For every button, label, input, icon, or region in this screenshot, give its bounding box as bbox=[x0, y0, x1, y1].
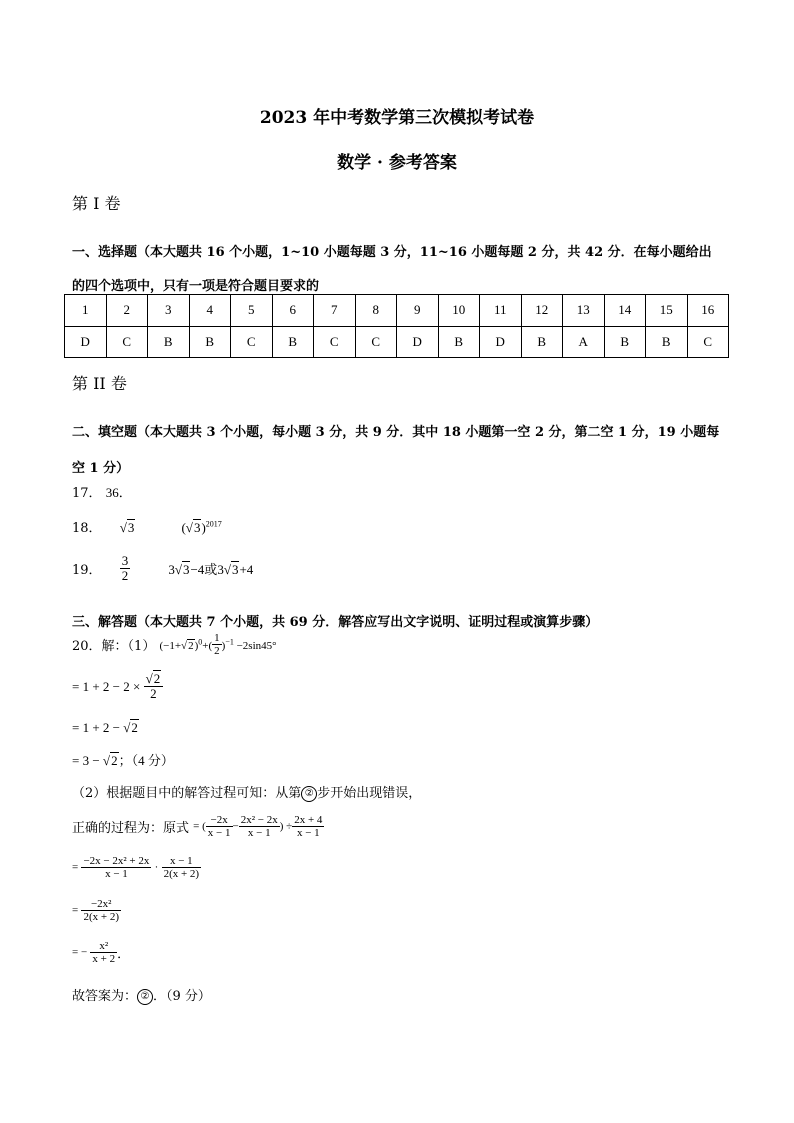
q20-step1: = 1 + 2 − 2 × $\frac{√2}{2}$ bbox=[72, 672, 163, 702]
q18-answer2: $(√3)^{2017}$ bbox=[181, 519, 222, 535]
q20-part2-intro: （2）根据题目中的解答过程可知：从第 ② 步开始出现错误， bbox=[72, 786, 422, 801]
question-number-cell: 6 bbox=[272, 295, 314, 327]
section2-heading-line1: 二、填空题（本大题共 3 个小题，每小题 3 分，共 9 分．其中 18 小题第一空 2 分，第二空 1 分，19 小题每 bbox=[72, 425, 720, 440]
q20-step3: = 3 − √2；（4 分） bbox=[72, 753, 174, 768]
answer-cell: C bbox=[355, 326, 397, 358]
q17 bbox=[72, 482, 132, 501]
question-number-cell: 1 bbox=[65, 295, 107, 327]
answer-cell: C bbox=[314, 326, 356, 358]
answer-cell: D bbox=[397, 326, 439, 358]
circled-2-icon: ② bbox=[137, 989, 153, 1005]
question-number-cell: 12 bbox=[521, 295, 563, 327]
section2-heading-line2: 空 1 分） bbox=[72, 461, 130, 476]
page-title: 2023 年中考数学第三次模拟考试卷 bbox=[259, 108, 535, 128]
section3-heading: 三、解答题（本大题共 7 个小题，共 69 分．解答应写出文字说明、证明过程或演算步骤） bbox=[72, 615, 599, 630]
answer-cell: C bbox=[106, 326, 148, 358]
answer-cell: B bbox=[604, 326, 646, 358]
q17-answer: 36． bbox=[105, 485, 132, 500]
answer-table-answer-row bbox=[65, 326, 729, 358]
question-number-cell: 15 bbox=[646, 295, 688, 327]
question-number-cell: 2 bbox=[106, 295, 148, 327]
answer-cell: B bbox=[272, 326, 314, 358]
question-number-cell: 5 bbox=[231, 295, 273, 327]
volume-1-label: 第 I 卷 bbox=[72, 194, 121, 213]
q20-part1-expression: 20．解：（1） $(-1+√2)^0+$( $\frac{1}{2}$ )$^{-1}$ −2sin45° bbox=[72, 632, 277, 658]
section1-heading-line2: 的四个选项中，只有一项是符合题目要求的 bbox=[72, 279, 320, 294]
answer-cell: B bbox=[438, 326, 480, 358]
q19-number: 19． bbox=[72, 563, 102, 579]
answer-cell: B bbox=[148, 326, 190, 358]
q19 bbox=[72, 554, 253, 584]
question-number-cell: 10 bbox=[438, 295, 480, 327]
answer-cell: B bbox=[646, 326, 688, 358]
question-number-cell: 4 bbox=[189, 295, 231, 327]
q18 bbox=[72, 517, 222, 536]
q20-final-answer: 故答案为： ② ．（9 分） bbox=[72, 989, 211, 1004]
question-number-cell: 14 bbox=[604, 295, 646, 327]
question-number-cell: 3 bbox=[148, 295, 190, 327]
question-number-cell: 8 bbox=[355, 295, 397, 327]
question-number-cell: 7 bbox=[314, 295, 356, 327]
section1-heading-line1: 一、选择题（本大题共 16 个小题，1~10 小题每题 3 分，11~16 小题每题 2 分，共 42 分．在每小题给出 bbox=[72, 245, 712, 260]
answer-cell: C bbox=[231, 326, 273, 358]
q18-answer1: √3 bbox=[119, 520, 135, 535]
volume-2-label: 第 II 卷 bbox=[72, 374, 127, 393]
q20-step2: = 1 + 2 − √2 bbox=[72, 720, 138, 735]
q20-solution-step2: = $\frac{\text{−2x²}}{2(x + 2)}$ bbox=[72, 898, 119, 924]
q18-number: 18． bbox=[72, 521, 102, 536]
q19-answer1: $\frac{3}{2}$ bbox=[121, 553, 129, 584]
q19-answer2: 3√3−4或3√3+4 bbox=[168, 562, 254, 578]
page-subtitle: 数学 · 参考答案 bbox=[337, 153, 457, 173]
question-number-cell: 13 bbox=[563, 295, 605, 327]
question-number-cell: 9 bbox=[397, 295, 439, 327]
q20-solution-step3: = − $\frac{\text{x²}}{x + 2}$ ． bbox=[72, 940, 131, 966]
answer-cell: D bbox=[480, 326, 522, 358]
q18-exponent: 2017 bbox=[205, 519, 222, 529]
question-number-cell: 16 bbox=[687, 295, 729, 327]
answer-cell: B bbox=[521, 326, 563, 358]
answer-cell: C bbox=[687, 326, 729, 358]
question-number-cell: 11 bbox=[480, 295, 522, 327]
q17-number: 17． bbox=[72, 486, 102, 501]
q20-solution-step1: = $\frac{\text{−2x − 2x² + 2x}}{x - 1}$ · $\frac{x - 1}{2(x + 2)}$ bbox=[72, 855, 200, 881]
answer-table-number-row bbox=[65, 295, 729, 327]
answer-cell: B bbox=[189, 326, 231, 358]
q20-correct-process: 正确的过程为：原式 = ( $\frac{-2x}{x - 1}$ − $\frac{\text{2x² − 2x}}{x - 1}$ ) ÷ $\frac{2x + 4}{x - 1}$ bbox=[72, 814, 323, 840]
answer-table bbox=[64, 294, 729, 358]
answer-cell: A bbox=[563, 326, 605, 358]
circled-2-icon: ② bbox=[301, 786, 317, 802]
answer-cell: D bbox=[65, 326, 107, 358]
